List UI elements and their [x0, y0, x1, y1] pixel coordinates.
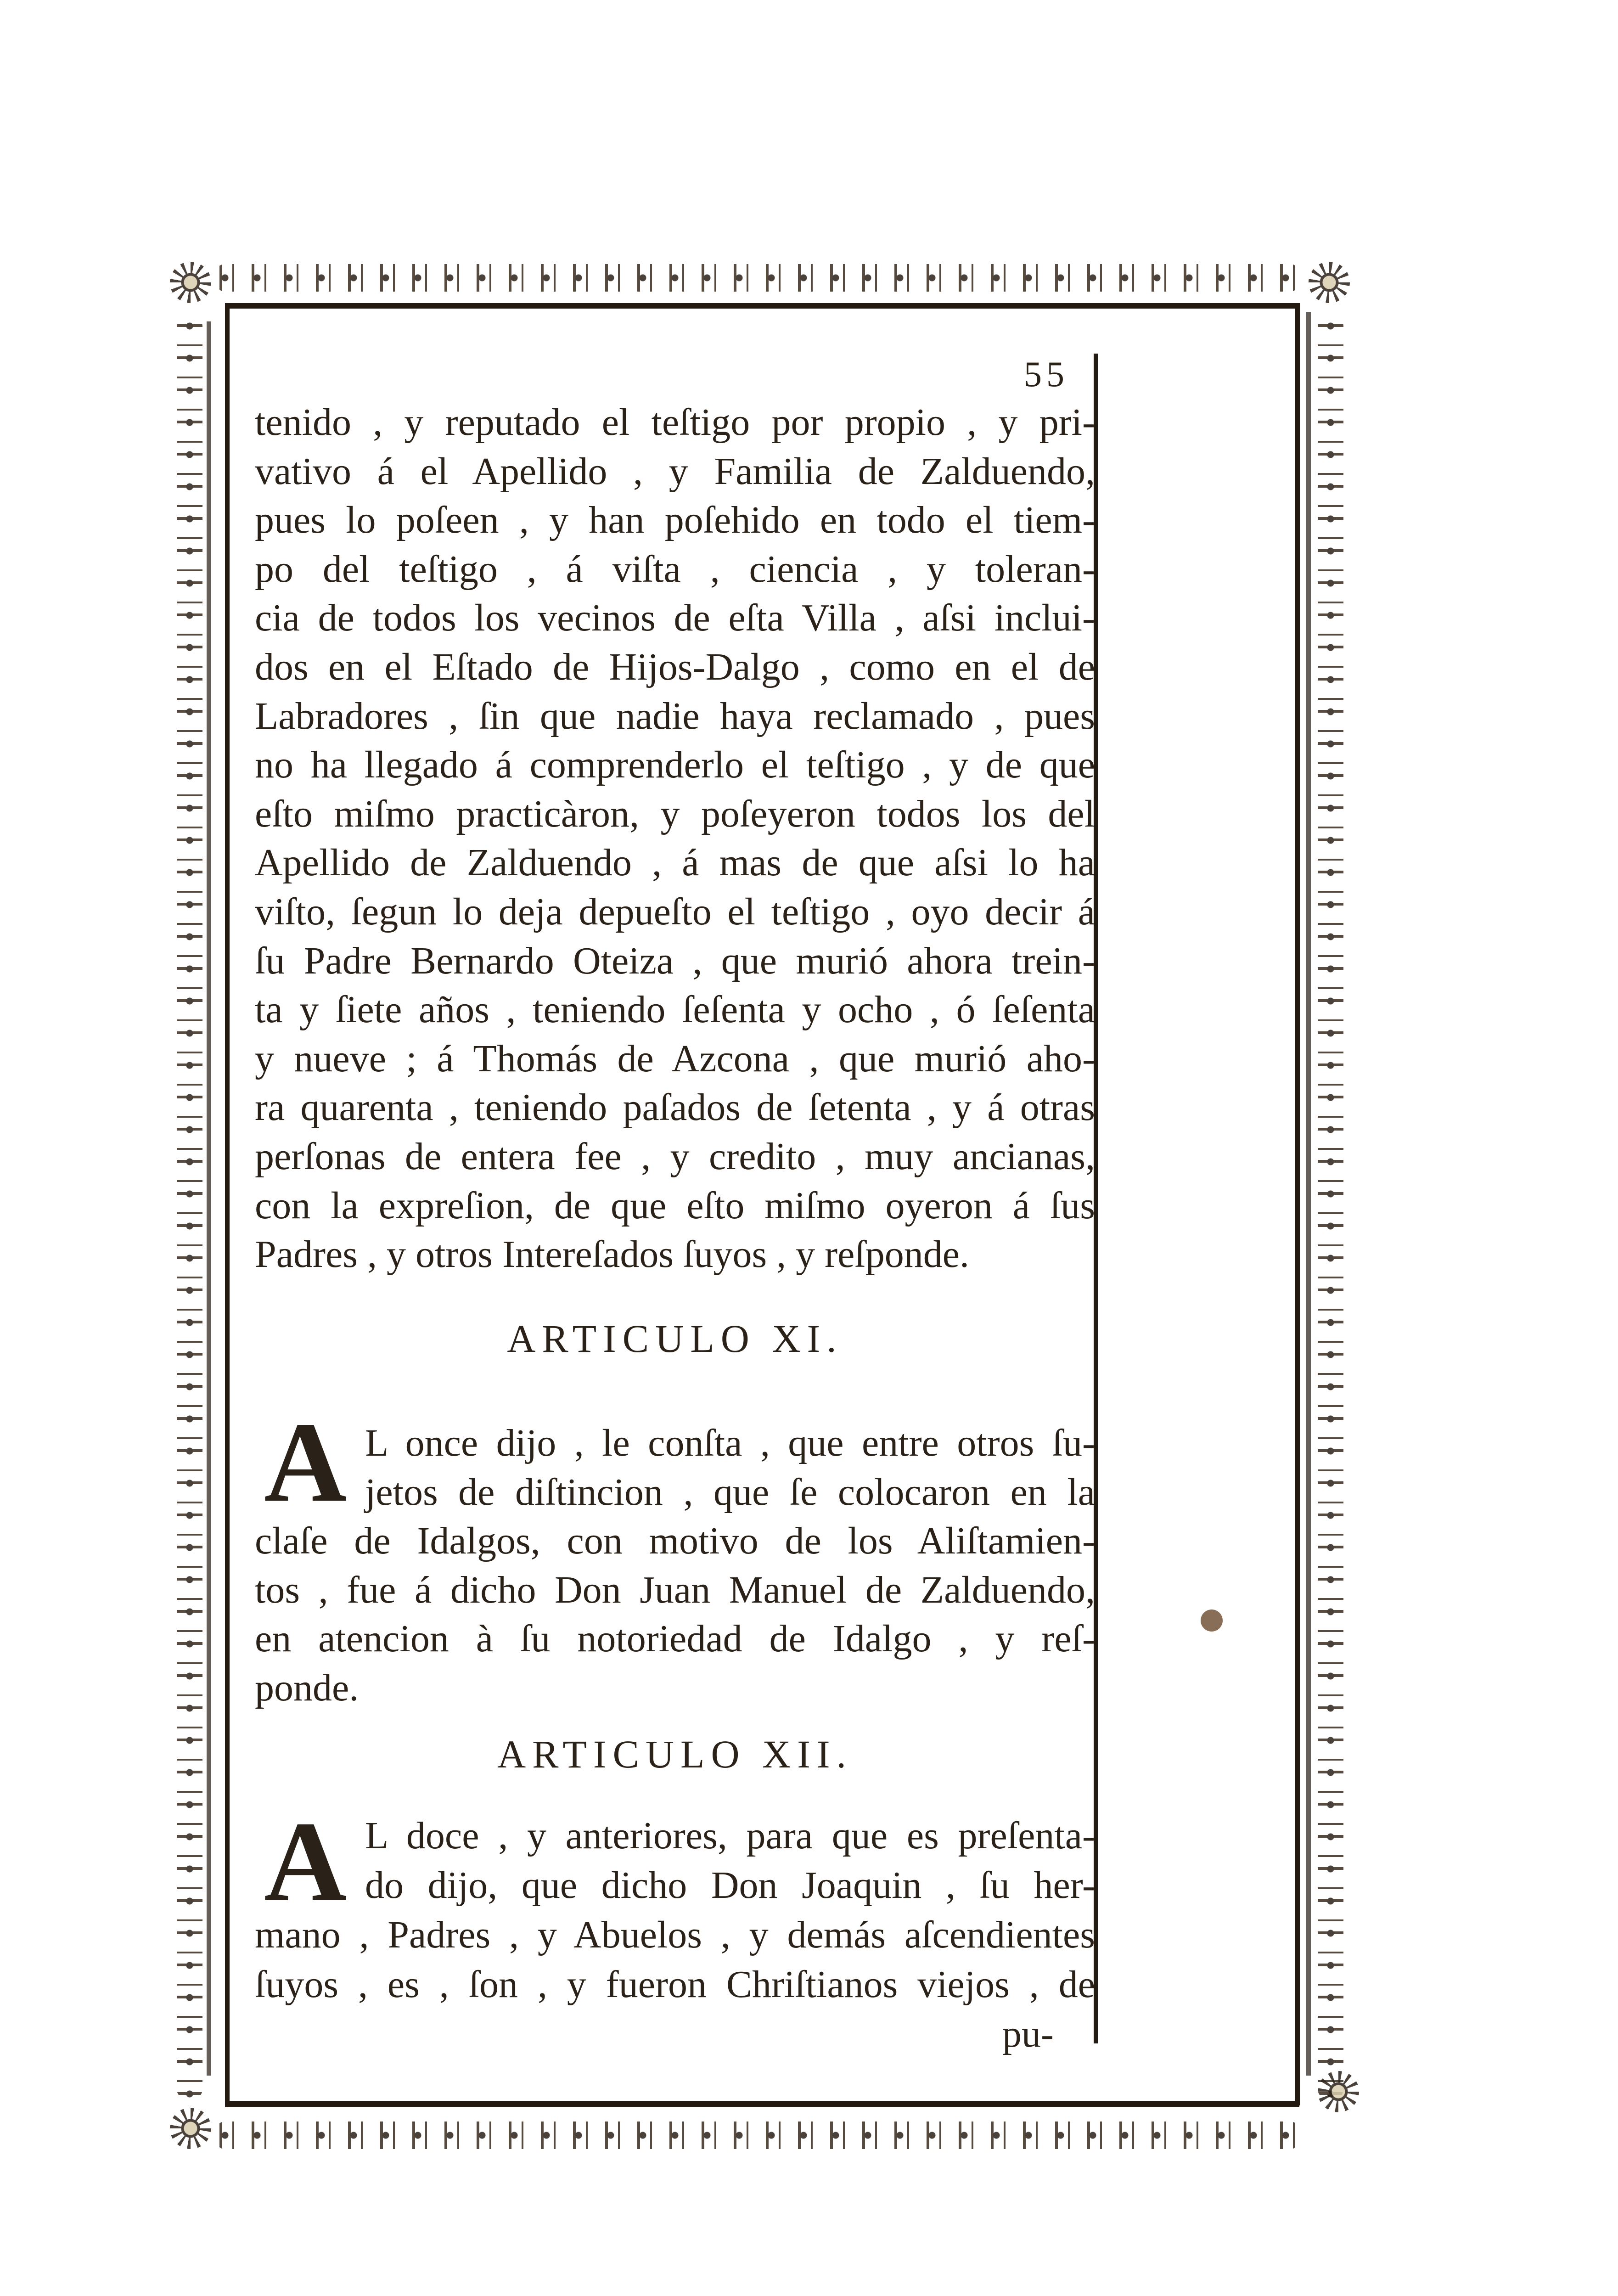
text-line: con la expreſion, de que eſto miſmo oyeron á ſus — [255, 1184, 1095, 1227]
article-12-drop-cap: A — [264, 1798, 347, 1925]
article-11-drop-cap: A — [264, 1399, 347, 1526]
text-line: pues lo poſeen , y han poſehido en todo el tiem- — [255, 499, 1095, 542]
text-line: cia de todos los vecinos de eſta Villa , aſsi inclui- — [255, 597, 1095, 640]
text-line: tos , fue á dicho Don Juan Manuel de Zalduendo, — [255, 1568, 1095, 1611]
text-line: tenido , y reputado el teſtigo por propio , y pri- — [255, 401, 1095, 444]
text-line: ſu Padre Bernardo Oteiza , que murió ahora trein- — [255, 939, 1095, 982]
text-line: ra quarenta , teniendo paſados de ſetenta , y á otras — [255, 1086, 1095, 1129]
column-rule-far-right — [1306, 312, 1311, 2076]
ornament-border-bottom — [216, 2122, 1299, 2149]
text-line: vativo á el Apellido , y Familia de Zalduendo, — [255, 450, 1095, 493]
text-line: viſto, ſegun lo deja depueſto el teſtigo , oyo decir á — [255, 890, 1095, 933]
ornament-border-top — [216, 264, 1299, 292]
text-line: Apellido de Zalduendo , á mas de que aſsi lo ha — [255, 841, 1095, 884]
text-line: no ha llegado á comprenderlo el teſtigo , y de que — [255, 743, 1095, 787]
corner-ornament-icon — [1318, 2071, 1359, 2112]
text-line: dos en el Eſtado de Hijos-Dalgo , como en el de — [255, 645, 1095, 688]
text-line: en atencion à ſu notoriedad de Idalgo , y reſ- — [255, 1617, 1095, 1660]
text-line: mano , Padres , y Abuelos , y demás aſcendientes — [255, 1913, 1095, 1956]
text-line: po del teſtigo , á viſta , ciencia , y toleran- — [255, 547, 1095, 591]
text-line: eſto miſmo practicàron, y poſeyeron todos los del — [255, 792, 1095, 835]
text-line: y nueve ; á Thomás de Azcona , que murió aho- — [255, 1037, 1095, 1080]
text-line: claſe de Idalgos, con motivo de los Aliſtamien- — [255, 1519, 1095, 1563]
text-line: ponde. — [255, 1666, 359, 1709]
text-line: ſuyos , es , ſon , y fueron Chriſtianos viejos , de — [255, 1963, 1095, 2006]
paragraph-1 — [255, 398, 1095, 1279]
text-line: perſonas de entera fee , y credito , muy ancianas, — [255, 1135, 1095, 1178]
ink-stain — [1201, 1609, 1223, 1632]
ornament-border-left — [177, 317, 202, 2099]
column-rule-left — [207, 321, 211, 2076]
text-line: Padres , y otros Intereſados ſuyos , y reſponde. — [255, 1233, 970, 1276]
text-line: L once dijo , le conſta , que entre otros ſu- — [365, 1422, 1095, 1464]
text-line: jetos de diſtincion , que ſe colocaron en la — [365, 1470, 1095, 1514]
article-11-paragraph — [255, 1419, 1095, 1713]
text-line: L doce , y anteriores, para que es preſenta- — [365, 1814, 1095, 1857]
corner-ornament-icon — [170, 262, 211, 303]
catchword: pu- — [1002, 2013, 1054, 2055]
article-12-paragraph — [255, 1811, 1095, 2055]
frame-rule-right — [1295, 303, 1300, 2105]
page-number: 55 — [1024, 354, 1069, 394]
text-line: ta y ſiete años , teniendo ſeſenta y ocho , ó ſeſenta — [255, 988, 1095, 1031]
ornament-border-right — [1318, 317, 1343, 2099]
text-line: do dijo, que dicho Don Joaquin , ſu her- — [365, 1864, 1095, 1907]
frame-rule-bottom — [225, 2101, 1299, 2107]
corner-ornament-icon — [170, 2108, 211, 2149]
article-12-heading: ARTICULO XII. — [497, 1732, 853, 1776]
corner-ornament-icon — [1309, 262, 1350, 303]
article-11-heading: ARTICULO XI. — [507, 1317, 843, 1361]
text-line: Labradores , ſin que nadie haya reclamado , pues — [255, 694, 1095, 737]
frame-rule-top — [225, 303, 1299, 309]
frame-rule-left — [225, 303, 230, 2105]
